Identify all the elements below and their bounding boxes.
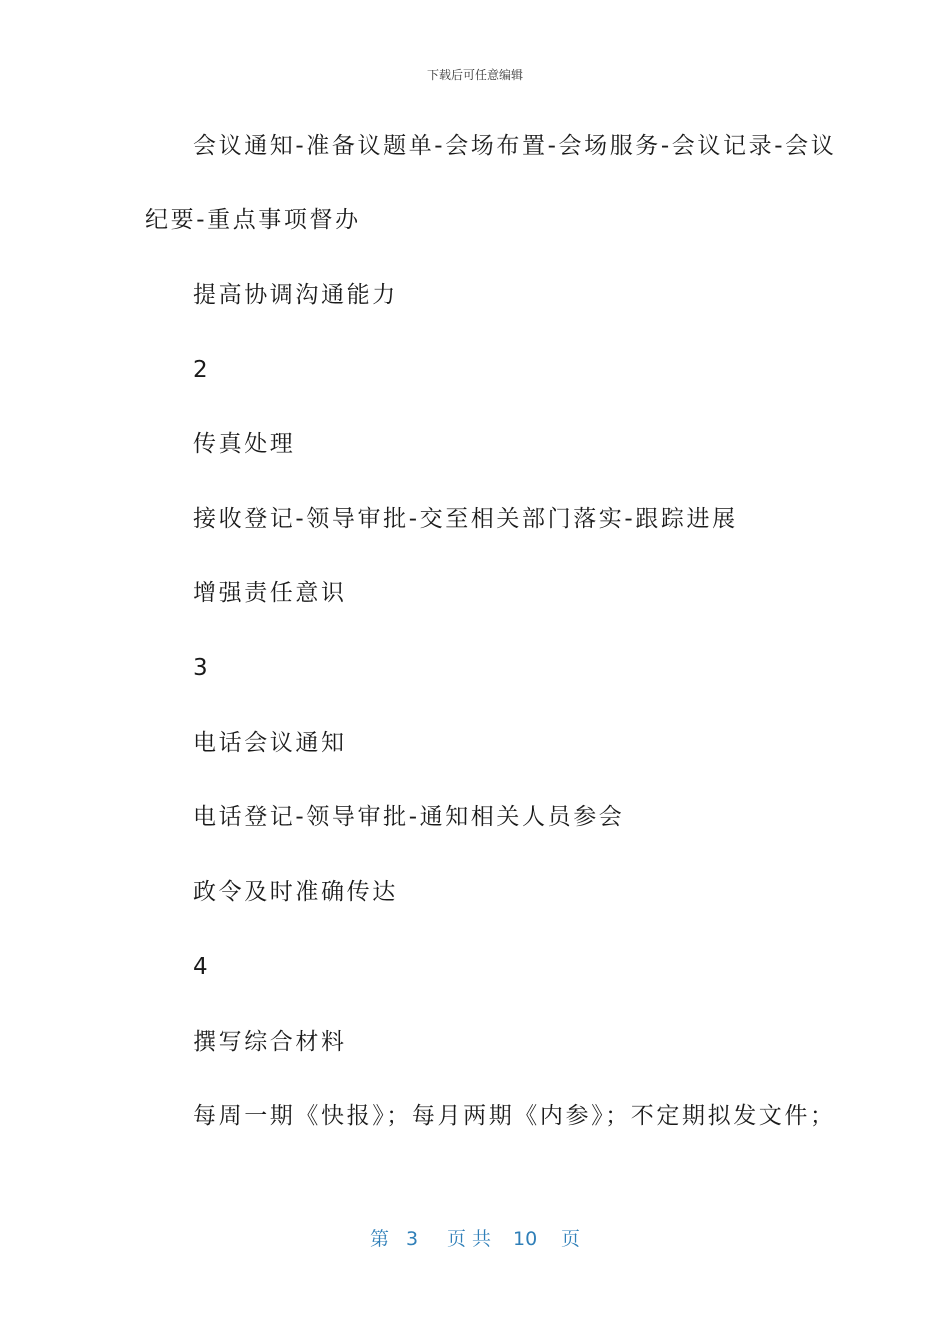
- page-header-note: 下载后可任意编辑: [426, 68, 523, 82]
- section-title: 传真处理: [193, 431, 296, 457]
- footer-ye: 页: [561, 1228, 581, 1250]
- body-line: 纪要-重点事项督办: [145, 207, 361, 233]
- page-footer: [0, 1226, 950, 1252]
- footer-page-number: 3: [406, 1228, 419, 1250]
- body-line: 增强责任意识: [193, 580, 347, 606]
- body-line: 电话登记-领导审批-通知相关人员参会: [193, 804, 625, 830]
- section-number: 3: [193, 655, 211, 681]
- section-title: 电话会议通知: [193, 730, 347, 756]
- footer-di: 第: [370, 1228, 390, 1250]
- section-title: 撰写综合材料: [193, 1029, 347, 1055]
- section-number: 2: [193, 357, 211, 383]
- body-line: 会议通知-准备议题单-会场布置-会场服务-会议记录-会议: [193, 133, 837, 159]
- body-line: 政令及时准确传达: [193, 879, 398, 905]
- body-line: 每周一期《快报》；每月两期《内参》；不定期拟发文件；: [193, 1103, 836, 1129]
- section-number: 4: [193, 954, 211, 980]
- footer-ye-gong: 页 共: [447, 1228, 492, 1250]
- body-line: 接收登记-领导审批-交至相关部门落实-跟踪进展: [193, 506, 738, 532]
- body-line: 提高协调沟通能力: [193, 282, 398, 308]
- footer-total-pages: 10: [513, 1228, 538, 1250]
